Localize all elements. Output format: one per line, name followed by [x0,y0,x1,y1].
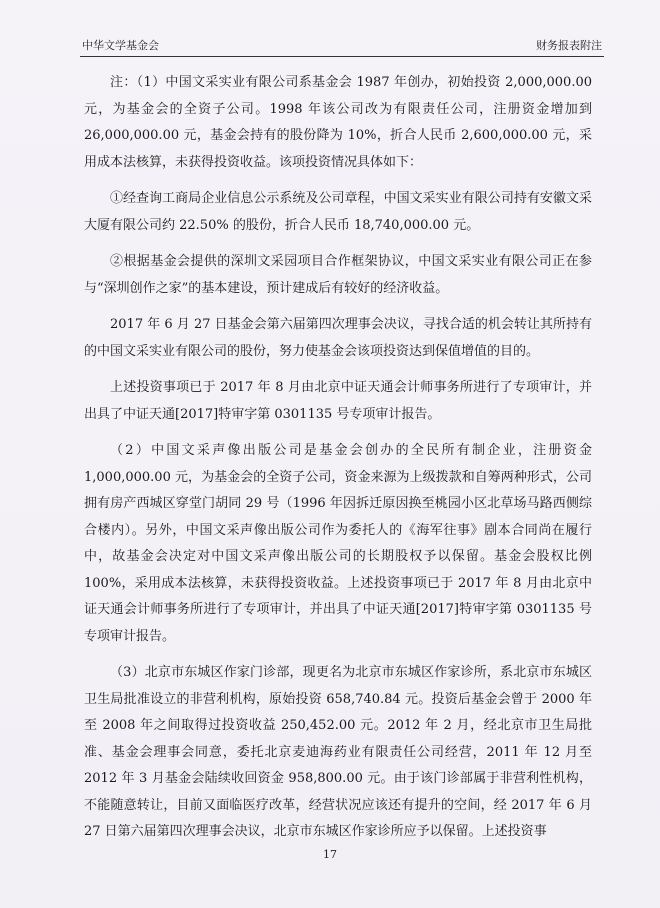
paragraph-note-1: 注：（1）中国文采实业有限公司系基金会 1987 年创办，初始投资 2,000,000.00 元，为基金会的全资子公司。1998 年该公司改为有限责任公司，注册资金增加到 26,000,000.00 元，基金会持有的股份降为 10%，折合人民币 2,600,000.00 元，采用成本法核算，未获得投资收益。该项投资情况具体如下： [84,75,592,170]
paragraph-note-1-item-2: ②根据基金会提供的深圳文采园项目合作框架协议，中国文采实业有限公司正在参与“深圳创作之家”的基本建设，预计建成后有较好的经济收益。 [84,254,592,296]
paragraph-board-resolution: 2017 年 6 月 27 日基金会第六届第四次理事会决议，寻找合适的机会转让其所持有的中国文采实业有限公司的股份，努力使基金会该项投资达到保值增值的目的。 [84,317,592,359]
paragraph-note-2: （2）中国文采声像出版公司是基金会创办的全民所有制企业，注册资金 1,000,000.00 元，为基金会的全资子公司，资金来源为上级拨款和自筹两种形式，公司拥有房产西城区穿堂门胡同 29 号（1996 年因拆迁原因换至桃园小区北草场马路西侧综合楼内）。另外，中国文采声像出版公司作为委托人的《海军往事》剧本合同尚在履行中，故基金会决定对中国文采声像出版公司的长期股权予以保留。基金会股权比例 100%，采用成本法核算，未获得投资收益。上述投资事项已于 2017 年 8 月由北京中证天通会计师事务所进行了专项审计，并出具了中证天通[2017]特审字第 0301135 号专项审计报告。 [84,443,592,644]
page-number: 17 [323,848,337,861]
header-section-title: 财务报表附注 [536,39,602,52]
page-header [80,34,604,57]
paragraph-audit-statement: 上述投资事项已于 2017 年 8 月由北京中证天通会计师事务所进行了专项审计，并出具了中证天通[2017]特审字第 0301135 号专项审计报告。 [84,380,592,422]
paragraph-note-1-item-1: ①经查询工商局企业信息公示系统及公司章程，中国文采实业有限公司持有安徽文采大厦有限公司约 22.50% 的股份，折合人民币 18,740,000.00 元。 [84,191,592,233]
document-body [84,70,592,856]
header-organization: 中华文学基金会 [82,39,159,52]
paragraph-note-3: （3）北京市东城区作家门诊部，现更名为北京市东城区作家诊所，系北京市东城区卫生局批准设立的非营利机构，原始投资 658,740.84 元。投资后基金会曾于 2000 年至 2008 年之间取得过投资收益 250,452.00 元。2012 年 2 月，经北京市卫生局批准、基金会理事会同意，委托北京麦迪海药业有限责任公司经营，2011 年 12 月至 2012 年 3 月基金会陆续收回资金 958,800.00 元。由于该门诊部属于非营利性机构，不能随意转让，目前又面临医疗改革，经营状况应该还有提升的空间，经 2017 年 6 月 27 日第六届第四次理事会决议，北京市东城区作家诊所应予以保留。上述投资事 [84,665,592,839]
